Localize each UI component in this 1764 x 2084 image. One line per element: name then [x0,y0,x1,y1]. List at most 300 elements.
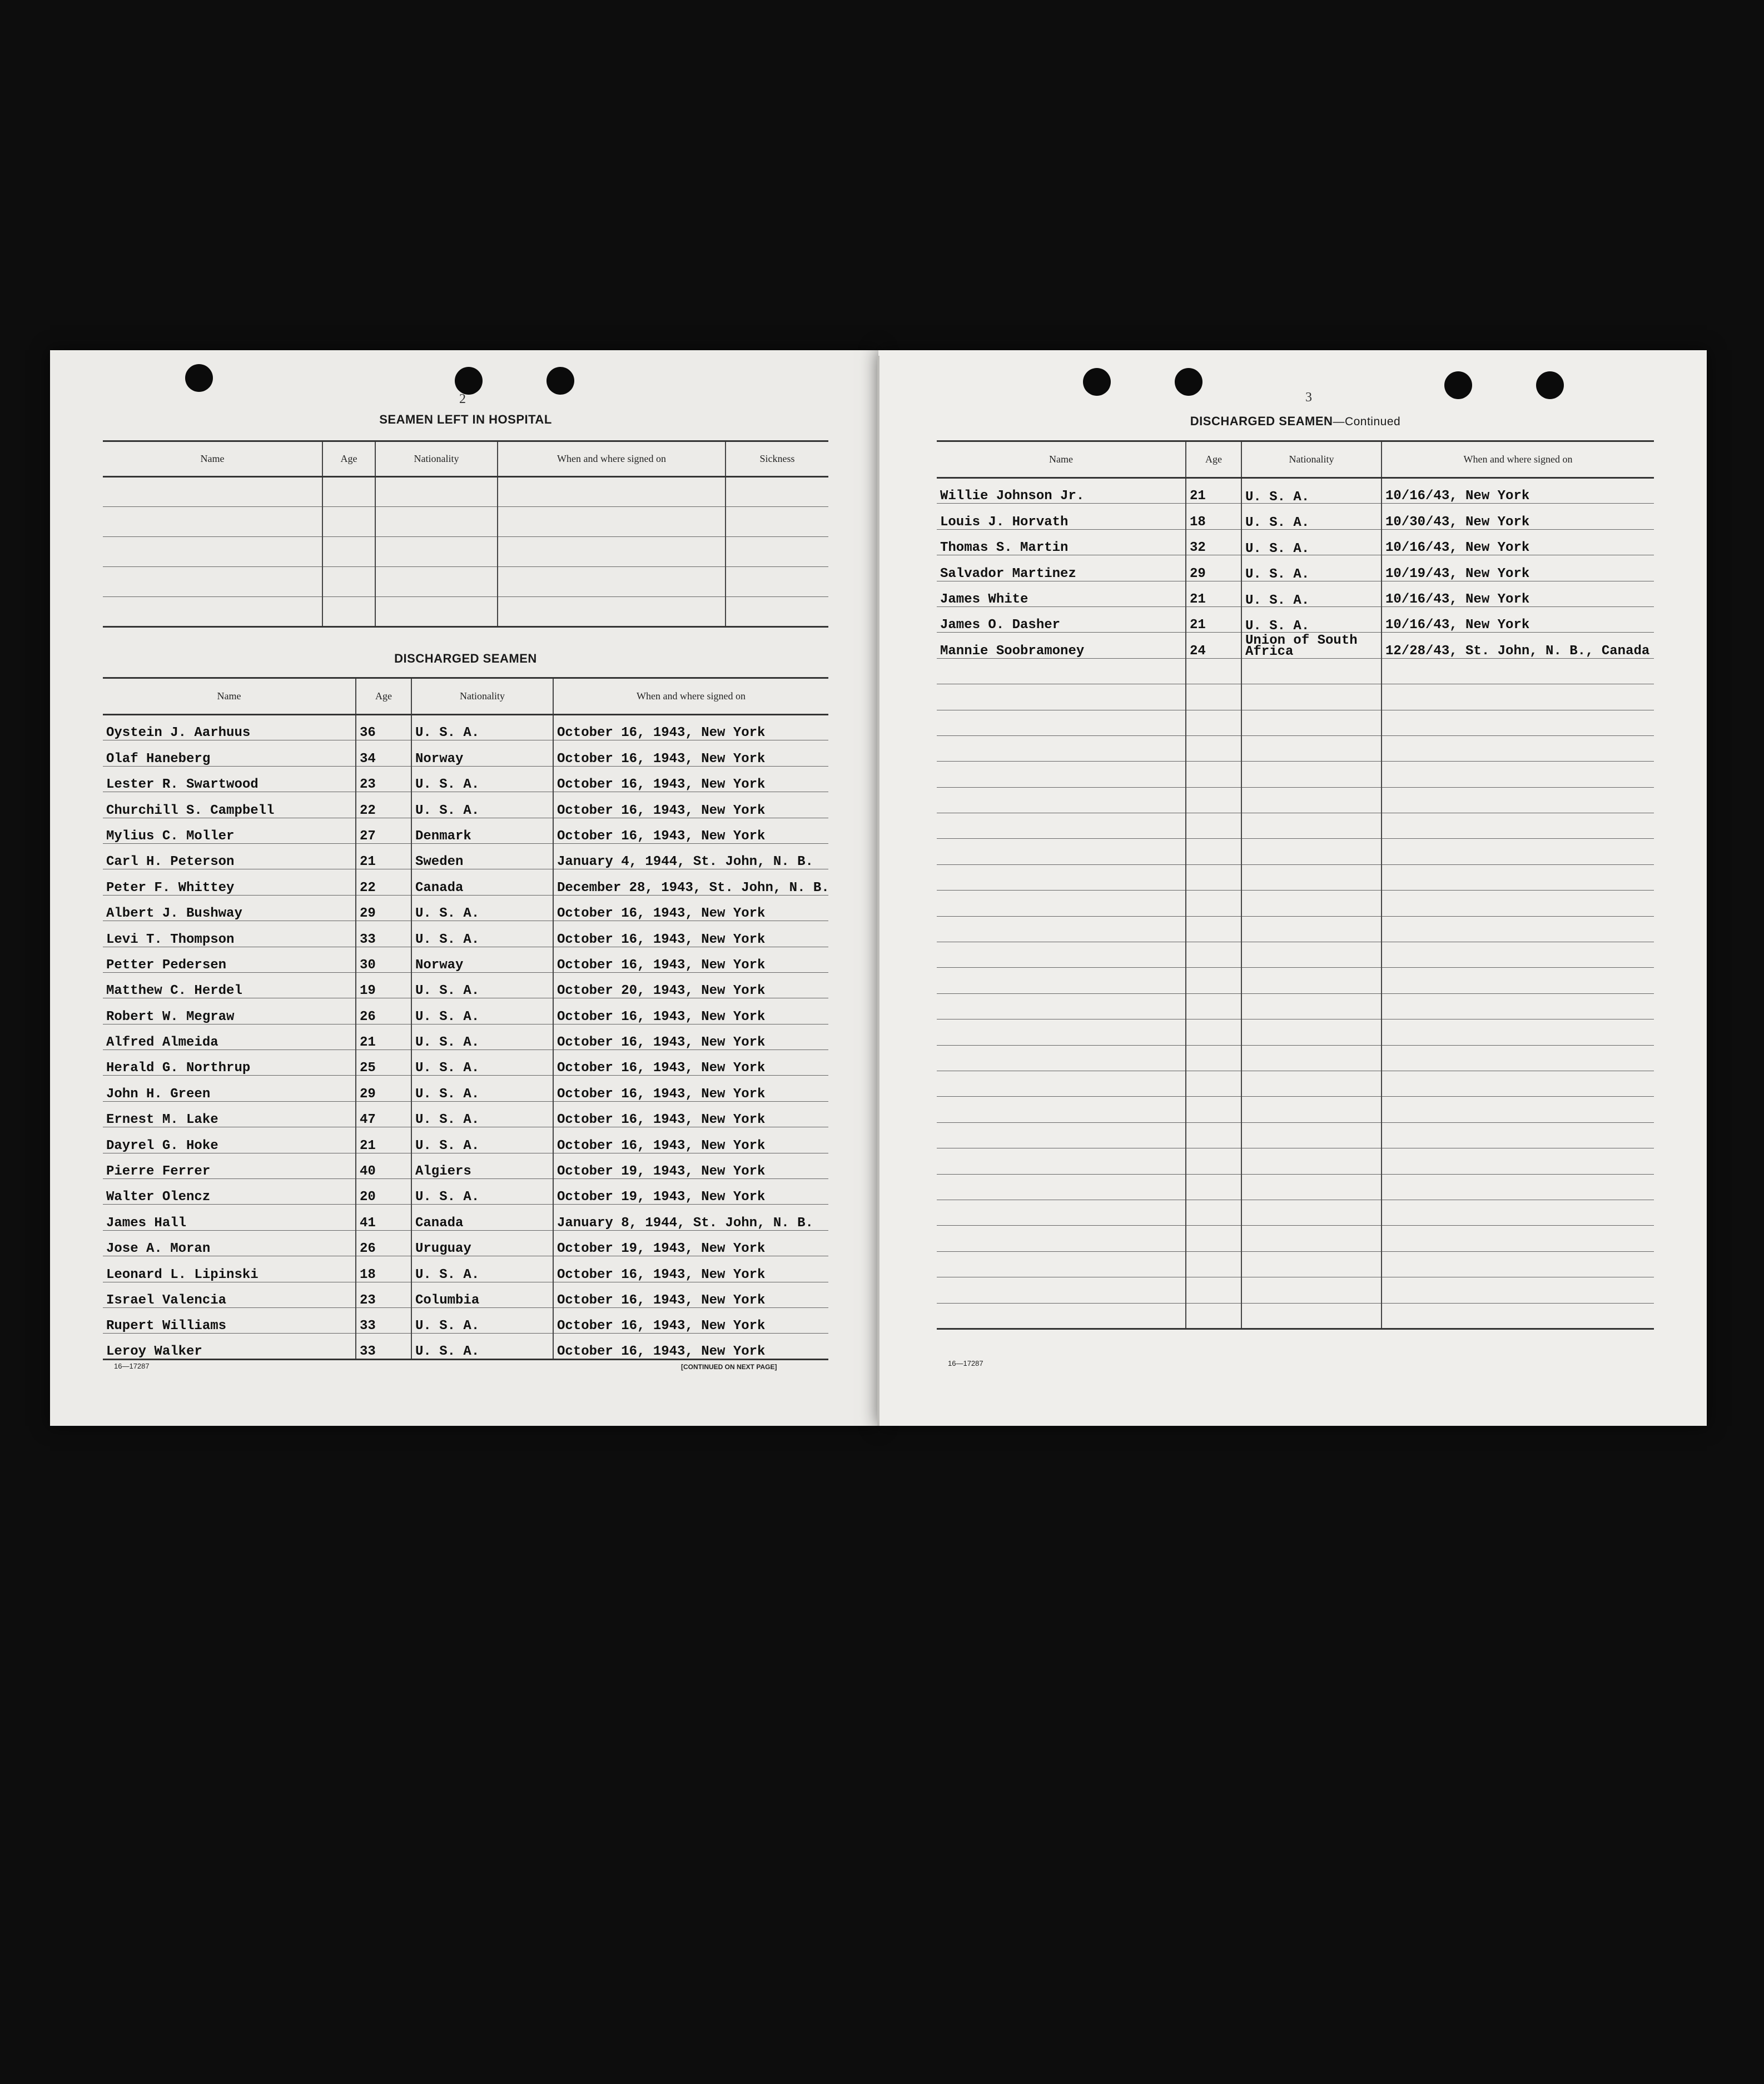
blank-cell [937,1122,1186,1148]
punch-hole [185,364,213,392]
signed-on: 10/16/43, New York [1382,606,1654,632]
blank-cell [1382,993,1654,1019]
blank-row [937,1122,1654,1148]
blank-row [937,658,1654,684]
seaman-name: Oystein J. Aarhuus [103,715,356,740]
seaman-name: Levi T. Thompson [103,921,356,947]
table-row [103,1230,828,1256]
table-row [937,581,1654,606]
table-row [937,529,1654,555]
blank-cell [375,597,498,627]
signed-on: January 4, 1944, St. John, N. B. [553,843,828,869]
signed-on: 10/30/43, New York [1382,504,1654,529]
seaman-nationality: U. S. A. [411,895,553,921]
blank-cell [937,762,1186,787]
blank-cell [937,710,1186,735]
blank-cell [937,1303,1186,1329]
signed-on: 10/16/43, New York [1382,529,1654,555]
table-row [103,1179,828,1205]
seaman-nationality: U. S. A. [411,1101,553,1127]
continued-note: [CONTINUED ON NEXT PAGE] [681,1363,777,1371]
seaman-age: 29 [1186,555,1241,581]
seaman-age: 32 [1186,529,1241,555]
seaman-nationality: U. S. A. [411,792,553,818]
header-name: Name [937,441,1186,478]
seaman-name: Churchill S. Campbell [103,792,356,818]
table-row [103,1153,828,1178]
blank-cell [937,942,1186,968]
signed-on: October 16, 1943, New York [553,947,828,972]
blank-cell [1186,1251,1241,1277]
seaman-name: Petter Pedersen [103,947,356,972]
blank-cell [937,787,1186,813]
blank-row [937,864,1654,890]
blank-cell [1382,1251,1654,1277]
seaman-nationality: U. S. A. [411,1050,553,1076]
signed-on: October 16, 1943, New York [553,998,828,1024]
title-main: DISCHARGED SEAMEN [1190,414,1333,428]
blank-row [103,507,828,537]
signed-on: October 19, 1943, New York [553,1153,828,1178]
seaman-nationality: Sweden [411,843,553,869]
seaman-name: Mannie Soobramoney [937,633,1186,658]
seaman-name: Louis J. Horvath [937,504,1186,529]
blank-cell [322,597,375,627]
blank-row [937,813,1654,839]
header-nationality: Nationality [375,441,498,477]
blank-cell [1186,916,1241,942]
blank-row [103,567,828,597]
blank-cell [1382,1200,1654,1225]
seaman-name: John H. Green [103,1076,356,1101]
seaman-nationality: Columbia [411,1282,553,1307]
blank-cell [937,1277,1186,1303]
blank-cell [1186,839,1241,864]
blank-cell [1241,1200,1382,1225]
seaman-age: 22 [356,792,411,818]
blank-cell [937,993,1186,1019]
blank-cell [1186,1019,1241,1045]
blank-cell [498,537,726,567]
seaman-name: Herald G. Northrup [103,1050,356,1076]
table-row [103,1307,828,1333]
seaman-age: 27 [356,818,411,843]
seaman-nationality: U. S. A. [411,766,553,792]
seaman-nationality: Norway [411,740,553,766]
seaman-age: 19 [356,972,411,998]
blank-cell [1241,710,1382,735]
blank-cell [1382,1045,1654,1071]
table-row [103,1024,828,1050]
signed-on: October 16, 1943, New York [553,1334,828,1359]
blank-cell [103,507,322,537]
table-row [103,792,828,818]
blank-cell [1241,1303,1382,1329]
blank-cell [375,507,498,537]
seaman-name: Salvador Martinez [937,555,1186,581]
seaman-age: 18 [1186,504,1241,529]
table-row [103,740,828,766]
blank-cell [498,597,726,627]
blank-cell [1186,968,1241,993]
seaman-nationality: Union of South Africa [1241,633,1382,658]
header-when-where: When and where signed on [498,441,726,477]
seaman-age: 21 [1186,478,1241,504]
punch-hole [455,367,483,395]
blank-cell [103,597,322,627]
seaman-age: 23 [356,766,411,792]
blank-cell [1241,891,1382,916]
blank-row [937,1303,1654,1329]
blank-cell [498,507,726,537]
seaman-name: Dayrel G. Hoke [103,1127,356,1153]
blank-cell [1241,839,1382,864]
blank-cell [1186,684,1241,710]
blank-cell [937,813,1186,839]
blank-cell [1241,735,1382,761]
blank-cell [1186,762,1241,787]
signed-on: October 16, 1943, New York [553,740,828,766]
seaman-name: Israel Valencia [103,1282,356,1307]
table-row [103,843,828,869]
seaman-nationality: U. S. A. [411,715,553,740]
discharged-title: DISCHARGED SEAMEN [394,651,537,665]
blank-row [937,968,1654,993]
table-row [103,1282,828,1307]
blank-cell [103,477,322,507]
signed-on: 10/16/43, New York [1382,581,1654,606]
blank-cell [1382,787,1654,813]
blank-cell [937,1071,1186,1096]
blank-cell [1382,735,1654,761]
seaman-nationality: U. S. A. [411,921,553,947]
seaman-age: 33 [356,921,411,947]
seaman-nationality: U. S. A. [1241,478,1382,504]
table-row [103,1256,828,1282]
seaman-nationality: U. S. A. [1241,555,1382,581]
blank-cell [1241,1097,1382,1122]
seaman-name: Willie Johnson Jr. [937,478,1186,504]
discharged-table [103,677,828,1360]
page-fold [877,356,879,1426]
blank-cell [1382,1019,1654,1045]
signed-on: October 16, 1943, New York [553,715,828,740]
seaman-name: Walter Olencz [103,1179,356,1205]
blank-cell [1241,787,1382,813]
blank-row [103,597,828,627]
blank-row [937,942,1654,968]
seaman-age: 26 [356,1230,411,1256]
blank-cell [1186,1071,1241,1096]
blank-cell [375,567,498,597]
page-number-left: 2 [459,392,466,406]
punch-hole [546,367,574,395]
blank-cell [1241,1019,1382,1045]
seaman-nationality: Canada [411,1205,553,1230]
seaman-age: 24 [1186,633,1241,658]
table-row [937,633,1654,658]
seaman-age: 21 [356,1024,411,1050]
table-row [103,1050,828,1076]
blank-cell [1382,864,1654,890]
blank-cell [1241,1071,1382,1096]
blank-cell [1382,891,1654,916]
blank-cell [1241,1226,1382,1251]
blank-row [937,1174,1654,1200]
table-row [103,895,828,921]
table-row [103,818,828,843]
blank-cell [1382,942,1654,968]
blank-cell [498,567,726,597]
seaman-age: 21 [356,843,411,869]
seaman-age: 29 [356,1076,411,1101]
blank-cell [1186,1277,1241,1303]
signed-on: 12/28/43, St. John, N. B., Canada [1382,633,1654,658]
header-when-where: When and where signed on [1382,441,1654,478]
table-row [103,766,828,792]
seaman-age: 25 [356,1050,411,1076]
blank-cell [937,684,1186,710]
seaman-name: Thomas S. Martin [937,529,1186,555]
signed-on: December 28, 1943, St. John, N. B. [553,869,828,895]
signed-on: October 16, 1943, New York [553,1127,828,1153]
signed-on: October 16, 1943, New York [553,1282,828,1307]
blank-cell [1186,1045,1241,1071]
table-row [103,1205,828,1230]
blank-row [103,477,828,507]
blank-cell [1241,1277,1382,1303]
seaman-name: Olaf Haneberg [103,740,356,766]
blank-cell [1241,1148,1382,1174]
seaman-nationality: U. S. A. [411,1076,553,1101]
signed-on: October 20, 1943, New York [553,972,828,998]
seaman-age: 23 [356,1282,411,1307]
blank-cell [1382,1122,1654,1148]
blank-cell [375,537,498,567]
seaman-nationality: U. S. A. [411,1307,553,1333]
seaman-nationality: Norway [411,947,553,972]
seaman-age: 21 [356,1127,411,1153]
blank-cell [937,735,1186,761]
blank-cell [103,537,322,567]
blank-cell [1241,864,1382,890]
seaman-age: 22 [356,869,411,895]
form-number-left: 16—17287 [114,1362,150,1370]
seaman-age: 36 [356,715,411,740]
blank-cell [937,1174,1186,1200]
blank-cell [726,507,828,537]
seaman-nationality: U. S. A. [411,1179,553,1205]
seaman-age: 21 [1186,581,1241,606]
seaman-age: 21 [1186,606,1241,632]
seaman-age: 47 [356,1101,411,1127]
blank-cell [103,567,322,597]
seaman-age: 26 [356,998,411,1024]
header-age: Age [322,441,375,477]
seaman-name: Jose A. Moran [103,1230,356,1256]
seaman-name: Leonard L. Lipinski [103,1256,356,1282]
blank-cell [1382,1097,1654,1122]
seaman-nationality: U. S. A. [1241,529,1382,555]
blank-row [937,1200,1654,1225]
blank-cell [937,916,1186,942]
seaman-age: 33 [356,1307,411,1333]
seaman-name: Leroy Walker [103,1334,356,1359]
blank-cell [1186,813,1241,839]
blank-cell [322,537,375,567]
blank-cell [1186,891,1241,916]
seaman-nationality: Algiers [411,1153,553,1178]
blank-cell [1186,1122,1241,1148]
seaman-nationality: U. S. A. [1241,504,1382,529]
blank-row [937,1251,1654,1277]
seaman-nationality: U. S. A. [411,1127,553,1153]
table-row [937,555,1654,581]
table-row [103,1076,828,1101]
blank-cell [322,507,375,537]
blank-row [937,993,1654,1019]
blank-cell [1241,993,1382,1019]
punch-hole [1175,368,1202,396]
header-age: Age [1186,441,1241,478]
table-row [103,715,828,740]
seaman-age: 34 [356,740,411,766]
blank-cell [1241,968,1382,993]
seaman-name: Albert J. Bushway [103,895,356,921]
page-number-right: 3 [1305,390,1312,405]
seaman-name: Alfred Almeida [103,1024,356,1050]
table-row [103,947,828,972]
seaman-name: James Hall [103,1205,356,1230]
signed-on: October 16, 1943, New York [553,1076,828,1101]
header-sickness: Sickness [726,441,828,477]
punch-hole [1444,371,1472,399]
signed-on: October 16, 1943, New York [553,1307,828,1333]
blank-row [937,787,1654,813]
seaman-nationality: U. S. A. [411,1334,553,1359]
blank-cell [937,1097,1186,1122]
signed-on: October 19, 1943, New York [553,1230,828,1256]
seaman-name: Rupert Williams [103,1307,356,1333]
blank-row [937,1277,1654,1303]
blank-cell [375,477,498,507]
seaman-age: 33 [356,1334,411,1359]
blank-cell [1186,1174,1241,1200]
blank-row [937,916,1654,942]
blank-cell [1186,1303,1241,1329]
seaman-nationality: Uruguay [411,1230,553,1256]
blank-cell [937,658,1186,684]
hospital-title: SEAMEN LEFT IN HOSPITAL [379,412,552,426]
seaman-age: 20 [356,1179,411,1205]
signed-on: 10/19/43, New York [1382,555,1654,581]
blank-cell [1241,1045,1382,1071]
blank-cell [726,567,828,597]
seaman-name: James O. Dasher [937,606,1186,632]
table-row [937,478,1654,504]
blank-cell [937,1251,1186,1277]
blank-cell [1382,968,1654,993]
blank-cell [1382,916,1654,942]
blank-cell [726,597,828,627]
signed-on: October 16, 1943, New York [553,1256,828,1282]
discharged-continued-table [937,440,1654,1330]
header-age: Age [356,678,411,715]
blank-row [937,1019,1654,1045]
blank-cell [1382,1148,1654,1174]
blank-cell [937,891,1186,916]
blank-cell [1186,1148,1241,1174]
blank-cell [1382,813,1654,839]
seaman-name: Robert W. Megraw [103,998,356,1024]
blank-cell [1186,1097,1241,1122]
blank-cell [1382,1071,1654,1096]
blank-cell [1382,658,1654,684]
punch-hole [1083,368,1111,396]
seaman-age: 30 [356,947,411,972]
blank-cell [1382,1226,1654,1251]
seaman-name: James White [937,581,1186,606]
blank-row [937,839,1654,864]
blank-cell [1382,1174,1654,1200]
table-row [103,1101,828,1127]
table-row [103,972,828,998]
blank-row [937,1097,1654,1122]
blank-row [937,735,1654,761]
seaman-name: Peter F. Whittey [103,869,356,895]
seaman-name: Carl H. Peterson [103,843,356,869]
signed-on: October 16, 1943, New York [553,1101,828,1127]
header-nationality: Nationality [1241,441,1382,478]
blank-cell [1382,1277,1654,1303]
signed-on: October 16, 1943, New York [553,921,828,947]
title-suffix: —Continued [1333,415,1401,428]
blank-cell [322,477,375,507]
blank-cell [1186,993,1241,1019]
signed-on: October 16, 1943, New York [553,895,828,921]
header-name: Name [103,678,356,715]
blank-row [937,891,1654,916]
signed-on: January 8, 1944, St. John, N. B. [553,1205,828,1230]
blank-cell [937,839,1186,864]
header-name: Name [103,441,322,477]
signed-on: October 16, 1943, New York [553,818,828,843]
blank-cell [937,1226,1186,1251]
blank-cell [1382,684,1654,710]
blank-cell [937,1148,1186,1174]
header-when-where: When and where signed on [553,678,828,715]
blank-cell [1186,1200,1241,1225]
blank-row [937,1071,1654,1096]
blank-cell [1186,942,1241,968]
seaman-nationality: U. S. A. [411,972,553,998]
blank-cell [1241,658,1382,684]
blank-cell [1186,864,1241,890]
hospital-table [103,440,828,628]
table-row [103,869,828,895]
blank-cell [1241,1251,1382,1277]
table-row [937,606,1654,632]
blank-cell [726,477,828,507]
blank-cell [1186,658,1241,684]
table-row [103,998,828,1024]
seaman-nationality: Denmark [411,818,553,843]
blank-cell [1241,762,1382,787]
signed-on: October 16, 1943, New York [553,792,828,818]
table-row [937,504,1654,529]
blank-row [937,710,1654,735]
blank-row [937,762,1654,787]
